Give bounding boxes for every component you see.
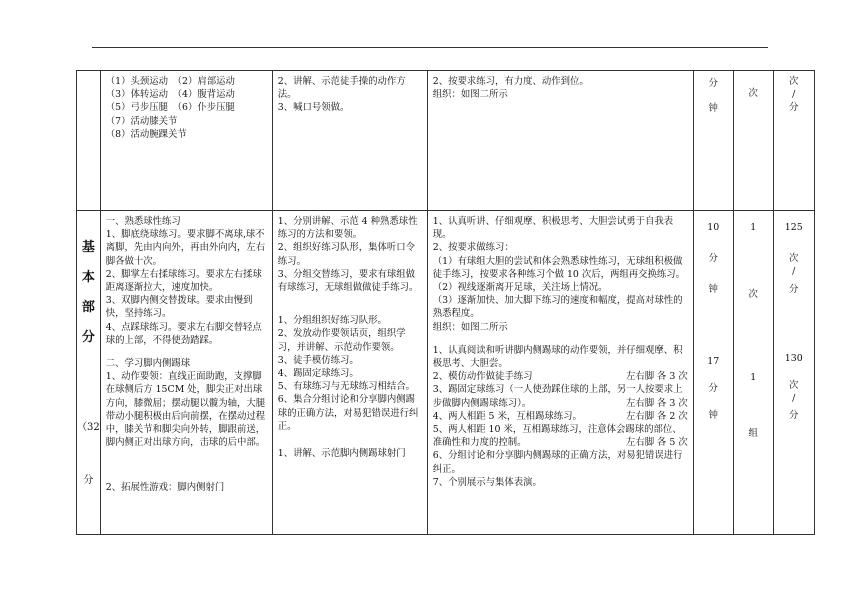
teacher-line: 1、讲解、示范脚内侧踢球射门 (277, 448, 406, 460)
repetition-note: 左右脚 各 2 次 (625, 410, 688, 422)
student-line: 2、按要求做练习： (432, 242, 514, 254)
section-cell (77, 71, 101, 211)
section-label-char: 部 (81, 300, 95, 315)
student-line: 1、认真听讲、仔细观摩、积极思考、大胆尝试勇于自我表现。 (432, 216, 674, 241)
load-text: 分 (789, 410, 799, 422)
teacher-line: 2、讲解、示范徒手操的动作方法。 (277, 76, 406, 101)
teacher-line: 3、徒手模仿练习。 (277, 354, 359, 366)
student-line-text: 4、两人相距 5 米，互相踢球练习。 (432, 410, 582, 422)
teacher-cell (272, 211, 427, 535)
student-line-text: 1、认真阅读和听讲脚内侧踢球的动作要领，并仔细观摩、积极思考、大胆尝。 (432, 344, 683, 370)
student-line: 组织：如图二所示 (432, 321, 508, 333)
load-text: 分 (789, 102, 799, 114)
load-text: 130 (784, 352, 803, 364)
student-line: （2）视线逐渐离开足球，关注场上情况。 (432, 282, 608, 294)
student-line (433, 344, 688, 370)
student-cell (427, 71, 693, 211)
section-cell (77, 211, 101, 535)
student-line (433, 423, 688, 449)
student-line-text: 3、踢固定球练习（一人使劲踩住球的上部，另一人按要求上步做脚内侧踢球练习）。 (432, 384, 683, 409)
student-line: （3）逐渐加快、加大脚下练习的速度和幅度，提高对球性的熟悉程度。 (432, 295, 683, 320)
section-duration-unit: 分 (83, 475, 94, 487)
content-line: 3、双脚内侧交替拨球。要求由慢到快，坚持练习。 (105, 295, 253, 320)
content-line: （7）活动膝关节 (105, 115, 178, 127)
lesson-plan-table (76, 70, 815, 535)
time-text: 分 (708, 253, 718, 265)
time-text: 钟 (708, 103, 718, 115)
load-text: 次 (789, 253, 799, 265)
load-text: 125 (784, 222, 803, 233)
count-text: 次 (748, 88, 758, 99)
student-line-text: 6、分组讨论和分享脚内侧踢球的正确方法，对易犯错误进行纠正。 (432, 450, 683, 475)
time-text: 钟 (708, 284, 718, 296)
teacher-line: 1、分别讲解、示范 4 种熟悉球性练习的方法和要领。 (277, 216, 418, 241)
teacher-cell (272, 71, 427, 211)
load-text: / (792, 266, 796, 278)
content-line: （1）头颈运动 （2）肩部运动 (105, 76, 235, 87)
load-cell (773, 71, 814, 211)
content-line: （3）体转运动 （4）腹背运动 (105, 89, 235, 101)
count-cell (733, 211, 773, 535)
section-duration: （32 (77, 422, 100, 433)
time-text: 分 (708, 382, 718, 394)
content-line: 二、学习脚内侧踢球 (105, 358, 191, 370)
teacher-line: 5、有球练习与无球练习相结合。 (277, 381, 415, 393)
content-line: 2、拓展性游戏：脚内侧射门 (105, 482, 225, 494)
content-line: 一、熟悉球性练习 (105, 216, 181, 227)
repetition-note: 左右脚 各 3 次 (625, 397, 688, 409)
content-line: 1、脚底绕球练习。要求脚不离球,球不离脚，先由内向外，再由外向内，左右脚各做十次。 (105, 229, 266, 267)
count-text: 1 (750, 222, 757, 233)
content-line: 4、点踩球练习。要求左右脚交替轻点球的上部，不得使劲踏踩。 (105, 321, 262, 346)
student-line: 2、按要求练习，有力度、动作到位。 (432, 76, 589, 87)
teacher-line: 4、踢固定球练习。 (277, 368, 359, 380)
table-row (77, 211, 815, 535)
content-cell (100, 71, 272, 211)
load-text: 次 (789, 76, 799, 87)
student-line-text: 5、两人相距 10 米，互相踢球练习，注意体会踢球的部位、准确性和力度的控制。 (432, 424, 682, 449)
content-line: 2、脚掌左右揉球练习。要求左右揉球距离逐渐拉大，速度加快。 (105, 268, 262, 294)
time-cell (693, 71, 733, 211)
count-cell (733, 71, 773, 211)
repetition-note: 左右脚 各 3 次 (625, 371, 688, 383)
student-line (433, 410, 688, 423)
load-cell (773, 211, 814, 535)
student-line-text: 2、模仿动作做徒手练习 (432, 371, 533, 383)
teacher-line: 3、分组交替练习，要求有球组做有球练习，无球组做做徒手练习。 (277, 268, 419, 294)
section-label-char: 本 (81, 270, 95, 285)
load-text: / (792, 89, 796, 101)
count-text: 组 (748, 427, 758, 439)
student-line (433, 449, 688, 475)
teacher-line: 1、分组组织好练习队形。 (277, 315, 387, 327)
time-text: 10 (707, 222, 720, 233)
content-line: （5）弓步压腿 （6）仆步压腿 (105, 102, 235, 114)
teacher-line: 2、发放动作要领话页，组织学习，并讲解、示范动作要领。 (277, 328, 406, 353)
content-line: （8）活动腕踝关节 (105, 128, 187, 140)
table-row (77, 71, 815, 211)
time-cell (693, 211, 733, 535)
load-text: 次 (789, 380, 799, 392)
student-cell (427, 211, 693, 535)
student-line (433, 476, 688, 489)
time-text: 钟 (708, 410, 718, 422)
teacher-line: 3、喊口号领做。 (277, 102, 350, 114)
student-line (433, 383, 688, 409)
student-line-text: 7、个别展示与集体表演。 (432, 476, 542, 488)
load-text: 分 (789, 283, 799, 295)
repetition-note: 左右脚 各 5 次 (625, 437, 688, 449)
student-line: 组织：如图二所示 (432, 89, 508, 101)
content-line: 1、动作要领：直线正面助跑，支撑脚在球侧后方 15CM 处，脚尖正对出球方向，膝微屈；摆动腿以髋为轴，大腿带动小腿积极由后向前摆，在摆动过程中，膝关节和脚尖向外转，脚跟前送，脚内侧正对出球方向，击球的后中部。 (105, 371, 266, 449)
header-rule (92, 47, 768, 48)
student-line: （1）有球组大胆的尝试和体会熟悉球性练习，无球组积极做徒手练习，按要求各种练习个做 10 次后，两组再交换练习。 (432, 255, 686, 280)
count-text: 1 (750, 372, 757, 384)
content-cell (100, 211, 272, 535)
time-text: 17 (707, 355, 720, 367)
student-line (433, 370, 688, 383)
count-text: 次 (748, 289, 758, 301)
teacher-line: 6、集合分组讨论和分享脚内侧踢球的正确方法，对易犯错误进行纠正。 (277, 394, 419, 432)
time-text: 分 (708, 78, 718, 89)
load-text: / (792, 393, 796, 405)
section-label-char: 分 (81, 330, 95, 345)
teacher-line: 2、组织好练习队形，集体听口令练习。 (277, 242, 415, 267)
section-label-char: 基 (81, 240, 95, 255)
